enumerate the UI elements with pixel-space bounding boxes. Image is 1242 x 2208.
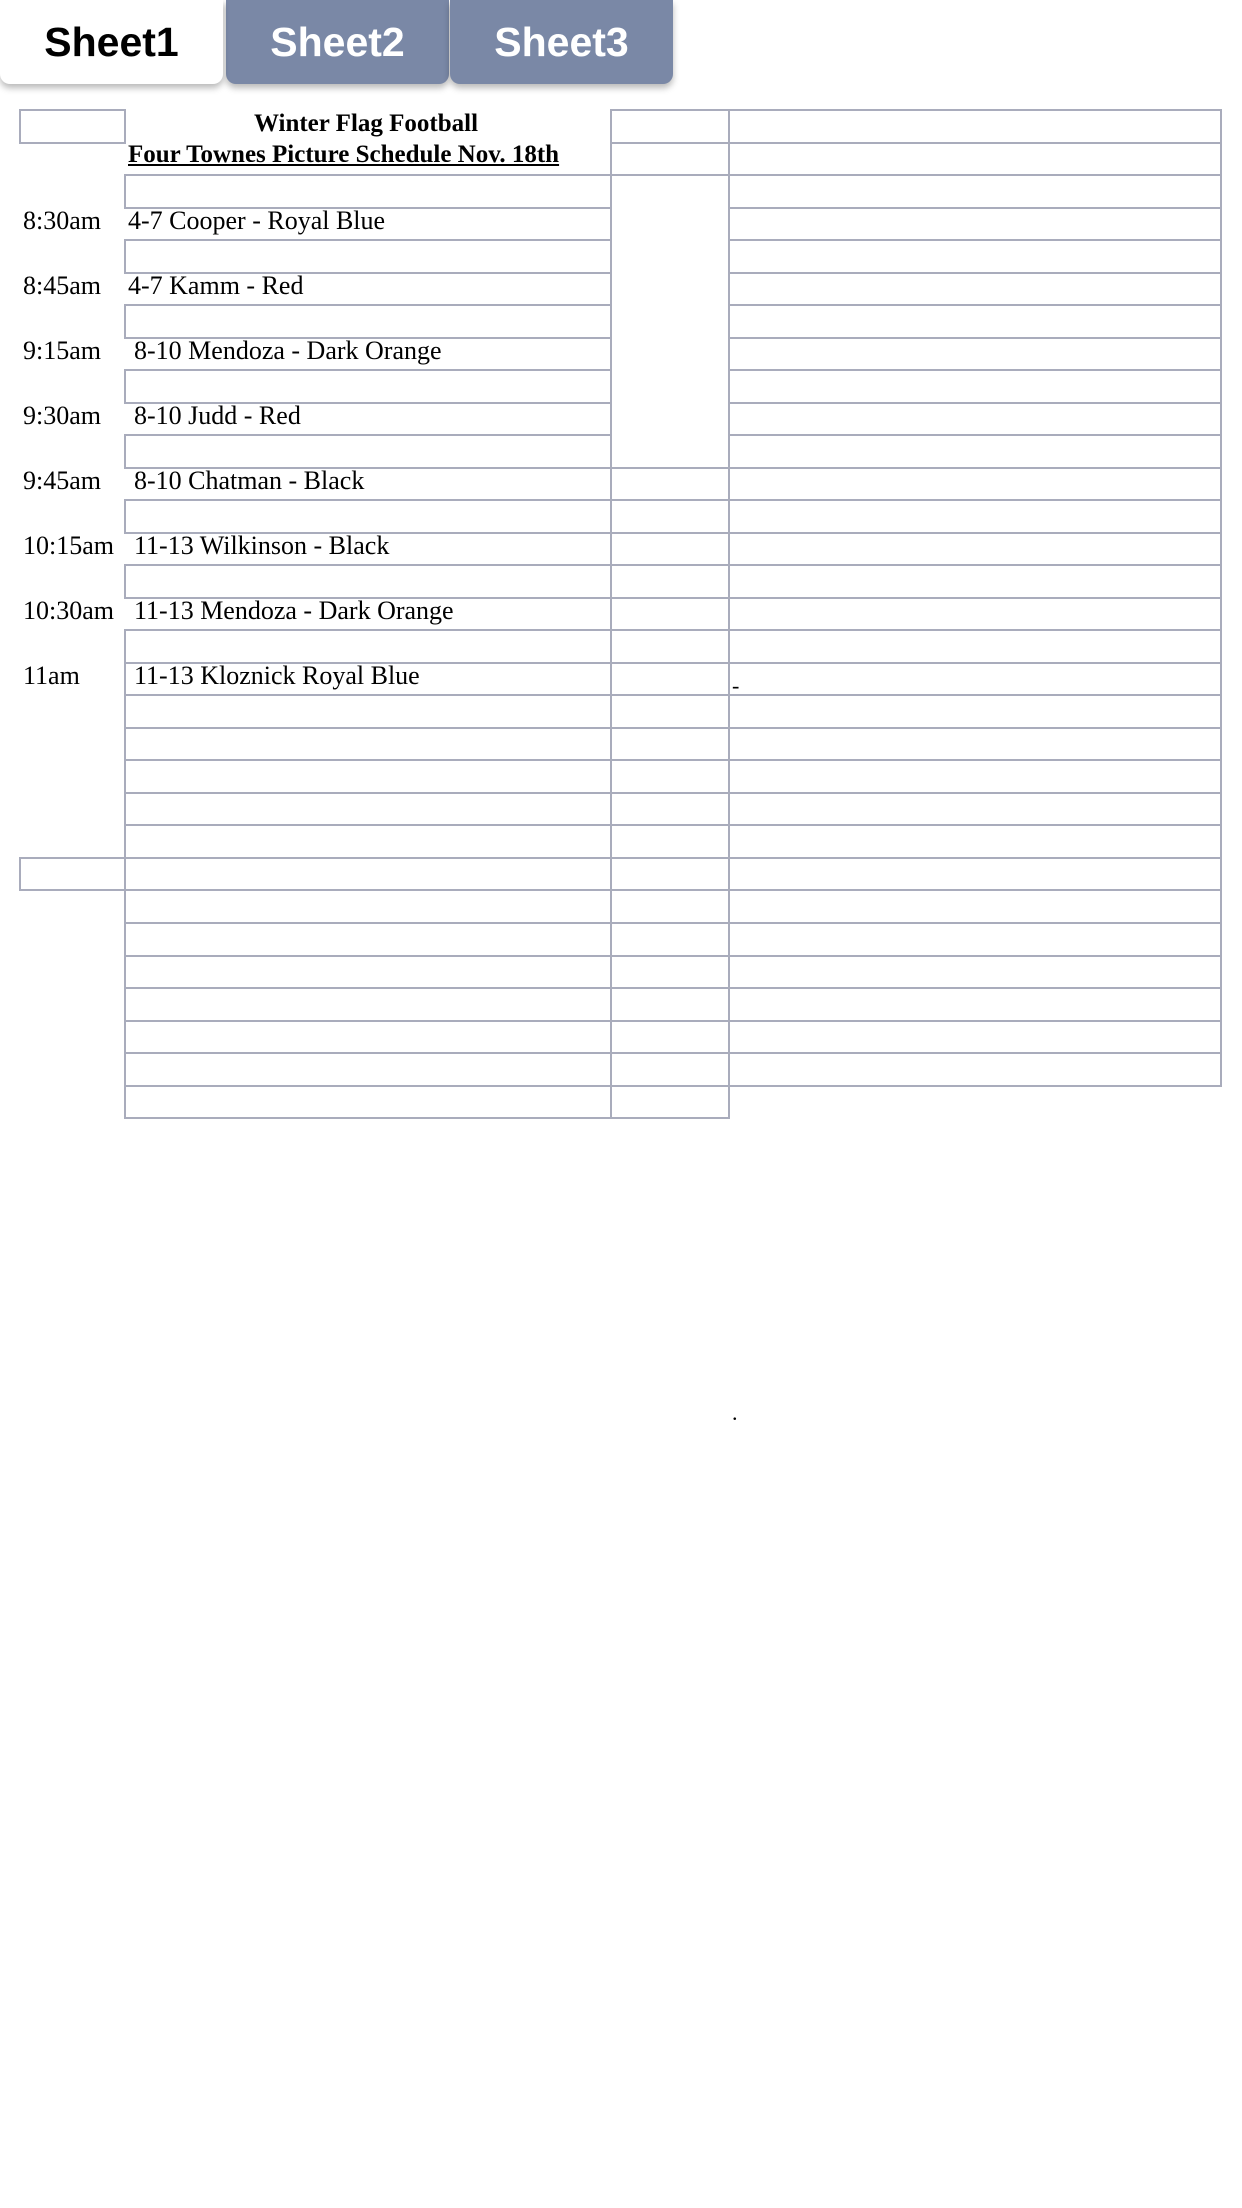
schedule-time: 9:15am — [23, 336, 101, 365]
tab-sheet1[interactable]: Sheet1 — [0, 0, 223, 84]
sheet-cell[interactable] — [728, 174, 1222, 209]
sheet-cell[interactable] — [610, 955, 730, 989]
sheet-cell[interactable] — [19, 857, 126, 891]
schedule-team: 8-10 Judd - Red — [134, 401, 301, 430]
sheet-cell[interactable] — [610, 824, 730, 859]
schedule-time: 8:30am — [23, 206, 101, 235]
sheet-cell[interactable] — [124, 1020, 612, 1054]
sheet-cell[interactable] — [610, 597, 730, 631]
schedule-team: 4-7 Cooper - Royal Blue — [128, 206, 386, 235]
sheet-cell[interactable] — [728, 304, 1222, 339]
sheet-cell[interactable] — [124, 987, 612, 1022]
schedule-time: 10:15am — [23, 531, 114, 560]
sheet-cell[interactable] — [728, 434, 1222, 469]
cell-mark-dash: - — [732, 673, 740, 698]
schedule-team: 11-13 Mendoza - Dark Orange — [134, 596, 454, 625]
sheet-cell[interactable] — [124, 434, 612, 469]
sheet-cell[interactable] — [124, 369, 612, 404]
sheet-cell[interactable] — [728, 239, 1222, 274]
sheet-cell[interactable] — [728, 955, 1222, 989]
sheet-cell[interactable] — [610, 532, 730, 566]
schedule-time: 8:45am — [23, 271, 101, 300]
sheet-cell[interactable] — [728, 142, 1222, 176]
sheet-cell[interactable] — [728, 727, 1222, 761]
sheet-cell[interactable] — [728, 694, 1222, 729]
schedule-team: 11-13 Kloznick Royal Blue — [134, 661, 420, 690]
sheet-cell[interactable] — [728, 824, 1222, 859]
sheet-cell[interactable] — [728, 207, 1222, 241]
sheet-cell[interactable] — [728, 272, 1222, 306]
sheet-cell[interactable] — [728, 499, 1222, 534]
sheet-cell[interactable] — [124, 955, 612, 989]
sheet-cell[interactable] — [728, 987, 1222, 1022]
sheet-cell[interactable] — [610, 857, 730, 891]
sheet-cell[interactable] — [610, 1020, 730, 1054]
sheet-subtitle: Four Townes Picture Schedule Nov. 18th — [128, 141, 560, 168]
sheet-cell[interactable] — [728, 402, 1222, 436]
sheet-cell[interactable] — [124, 564, 612, 599]
sheet-cell[interactable] — [728, 662, 1222, 696]
sheet-cell[interactable] — [728, 1052, 1222, 1087]
sheet-cell[interactable] — [124, 857, 612, 891]
sheet-cell[interactable] — [610, 694, 730, 729]
sheet-cell[interactable] — [728, 629, 1222, 664]
sheet-cell[interactable] — [124, 499, 612, 534]
sheet-cell[interactable] — [610, 467, 730, 501]
schedule-team: 8-10 Chatman - Black — [134, 466, 365, 495]
tab-sheet3[interactable]: Sheet3 — [450, 0, 673, 84]
sheet-cell[interactable] — [124, 727, 612, 761]
cell-mark-dot: . — [732, 1400, 738, 1425]
sheet-cell[interactable] — [610, 1052, 730, 1087]
schedule-time: 9:45am — [23, 466, 101, 495]
sheet-cell[interactable] — [728, 759, 1222, 794]
sheet-cell[interactable] — [610, 1085, 730, 1119]
sheet-cell[interactable] — [728, 369, 1222, 404]
sheet-cell[interactable] — [610, 174, 730, 469]
sheet-cell[interactable] — [610, 662, 730, 696]
sheet-cell[interactable] — [124, 629, 612, 664]
sheet-cell[interactable] — [728, 467, 1222, 501]
schedule-team: 11-13 Wilkinson - Black — [134, 531, 390, 560]
schedule-time: 9:30am — [23, 401, 101, 430]
schedule-time: 10:30am — [23, 596, 114, 625]
sheet-cell[interactable] — [728, 532, 1222, 566]
sheet-cell[interactable] — [728, 337, 1222, 371]
sheet-cell[interactable] — [610, 727, 730, 761]
sheet-cell[interactable] — [728, 1020, 1222, 1054]
sheet-cell[interactable] — [610, 889, 730, 924]
sheet-cell[interactable] — [610, 564, 730, 599]
sheet-cell[interactable] — [610, 142, 730, 176]
sheet-cell[interactable] — [610, 922, 730, 957]
sheet-cell[interactable] — [124, 759, 612, 794]
sheet-cell[interactable] — [728, 922, 1222, 957]
sheet-cell[interactable] — [124, 304, 612, 339]
sheet-cell[interactable] — [610, 792, 730, 826]
sheet-cell[interactable] — [728, 564, 1222, 599]
sheet-cell[interactable] — [610, 629, 730, 664]
sheet-cell[interactable] — [610, 109, 730, 144]
sheet-cell[interactable] — [728, 792, 1222, 826]
schedule-team: 4-7 Kamm - Red — [128, 271, 304, 300]
schedule-time: 11am — [23, 661, 80, 690]
sheet-cell[interactable] — [124, 889, 612, 924]
sheet-cell[interactable] — [124, 239, 612, 274]
sheet-cell[interactable] — [124, 694, 612, 729]
sheet-cell[interactable] — [124, 792, 612, 826]
sheet-cell[interactable] — [124, 824, 612, 859]
sheet-cell[interactable] — [610, 759, 730, 794]
sheet-cell[interactable] — [19, 109, 126, 144]
schedule-team: 8-10 Mendoza - Dark Orange — [134, 336, 442, 365]
sheet-cell[interactable] — [124, 174, 612, 209]
sheet-cell[interactable] — [728, 857, 1222, 891]
tab-sheet2[interactable]: Sheet2 — [226, 0, 449, 84]
sheet-cell[interactable] — [124, 1085, 612, 1119]
sheet-cell[interactable] — [610, 987, 730, 1022]
sheet-title: Winter Flag Football — [253, 110, 479, 137]
sheet-cell[interactable] — [610, 499, 730, 534]
sheet-cell[interactable] — [124, 1052, 612, 1087]
sheet-cell[interactable] — [728, 109, 1222, 144]
sheet-cell[interactable] — [728, 889, 1222, 924]
sheet-cell[interactable] — [124, 922, 612, 957]
sheet-cell[interactable] — [728, 597, 1222, 631]
